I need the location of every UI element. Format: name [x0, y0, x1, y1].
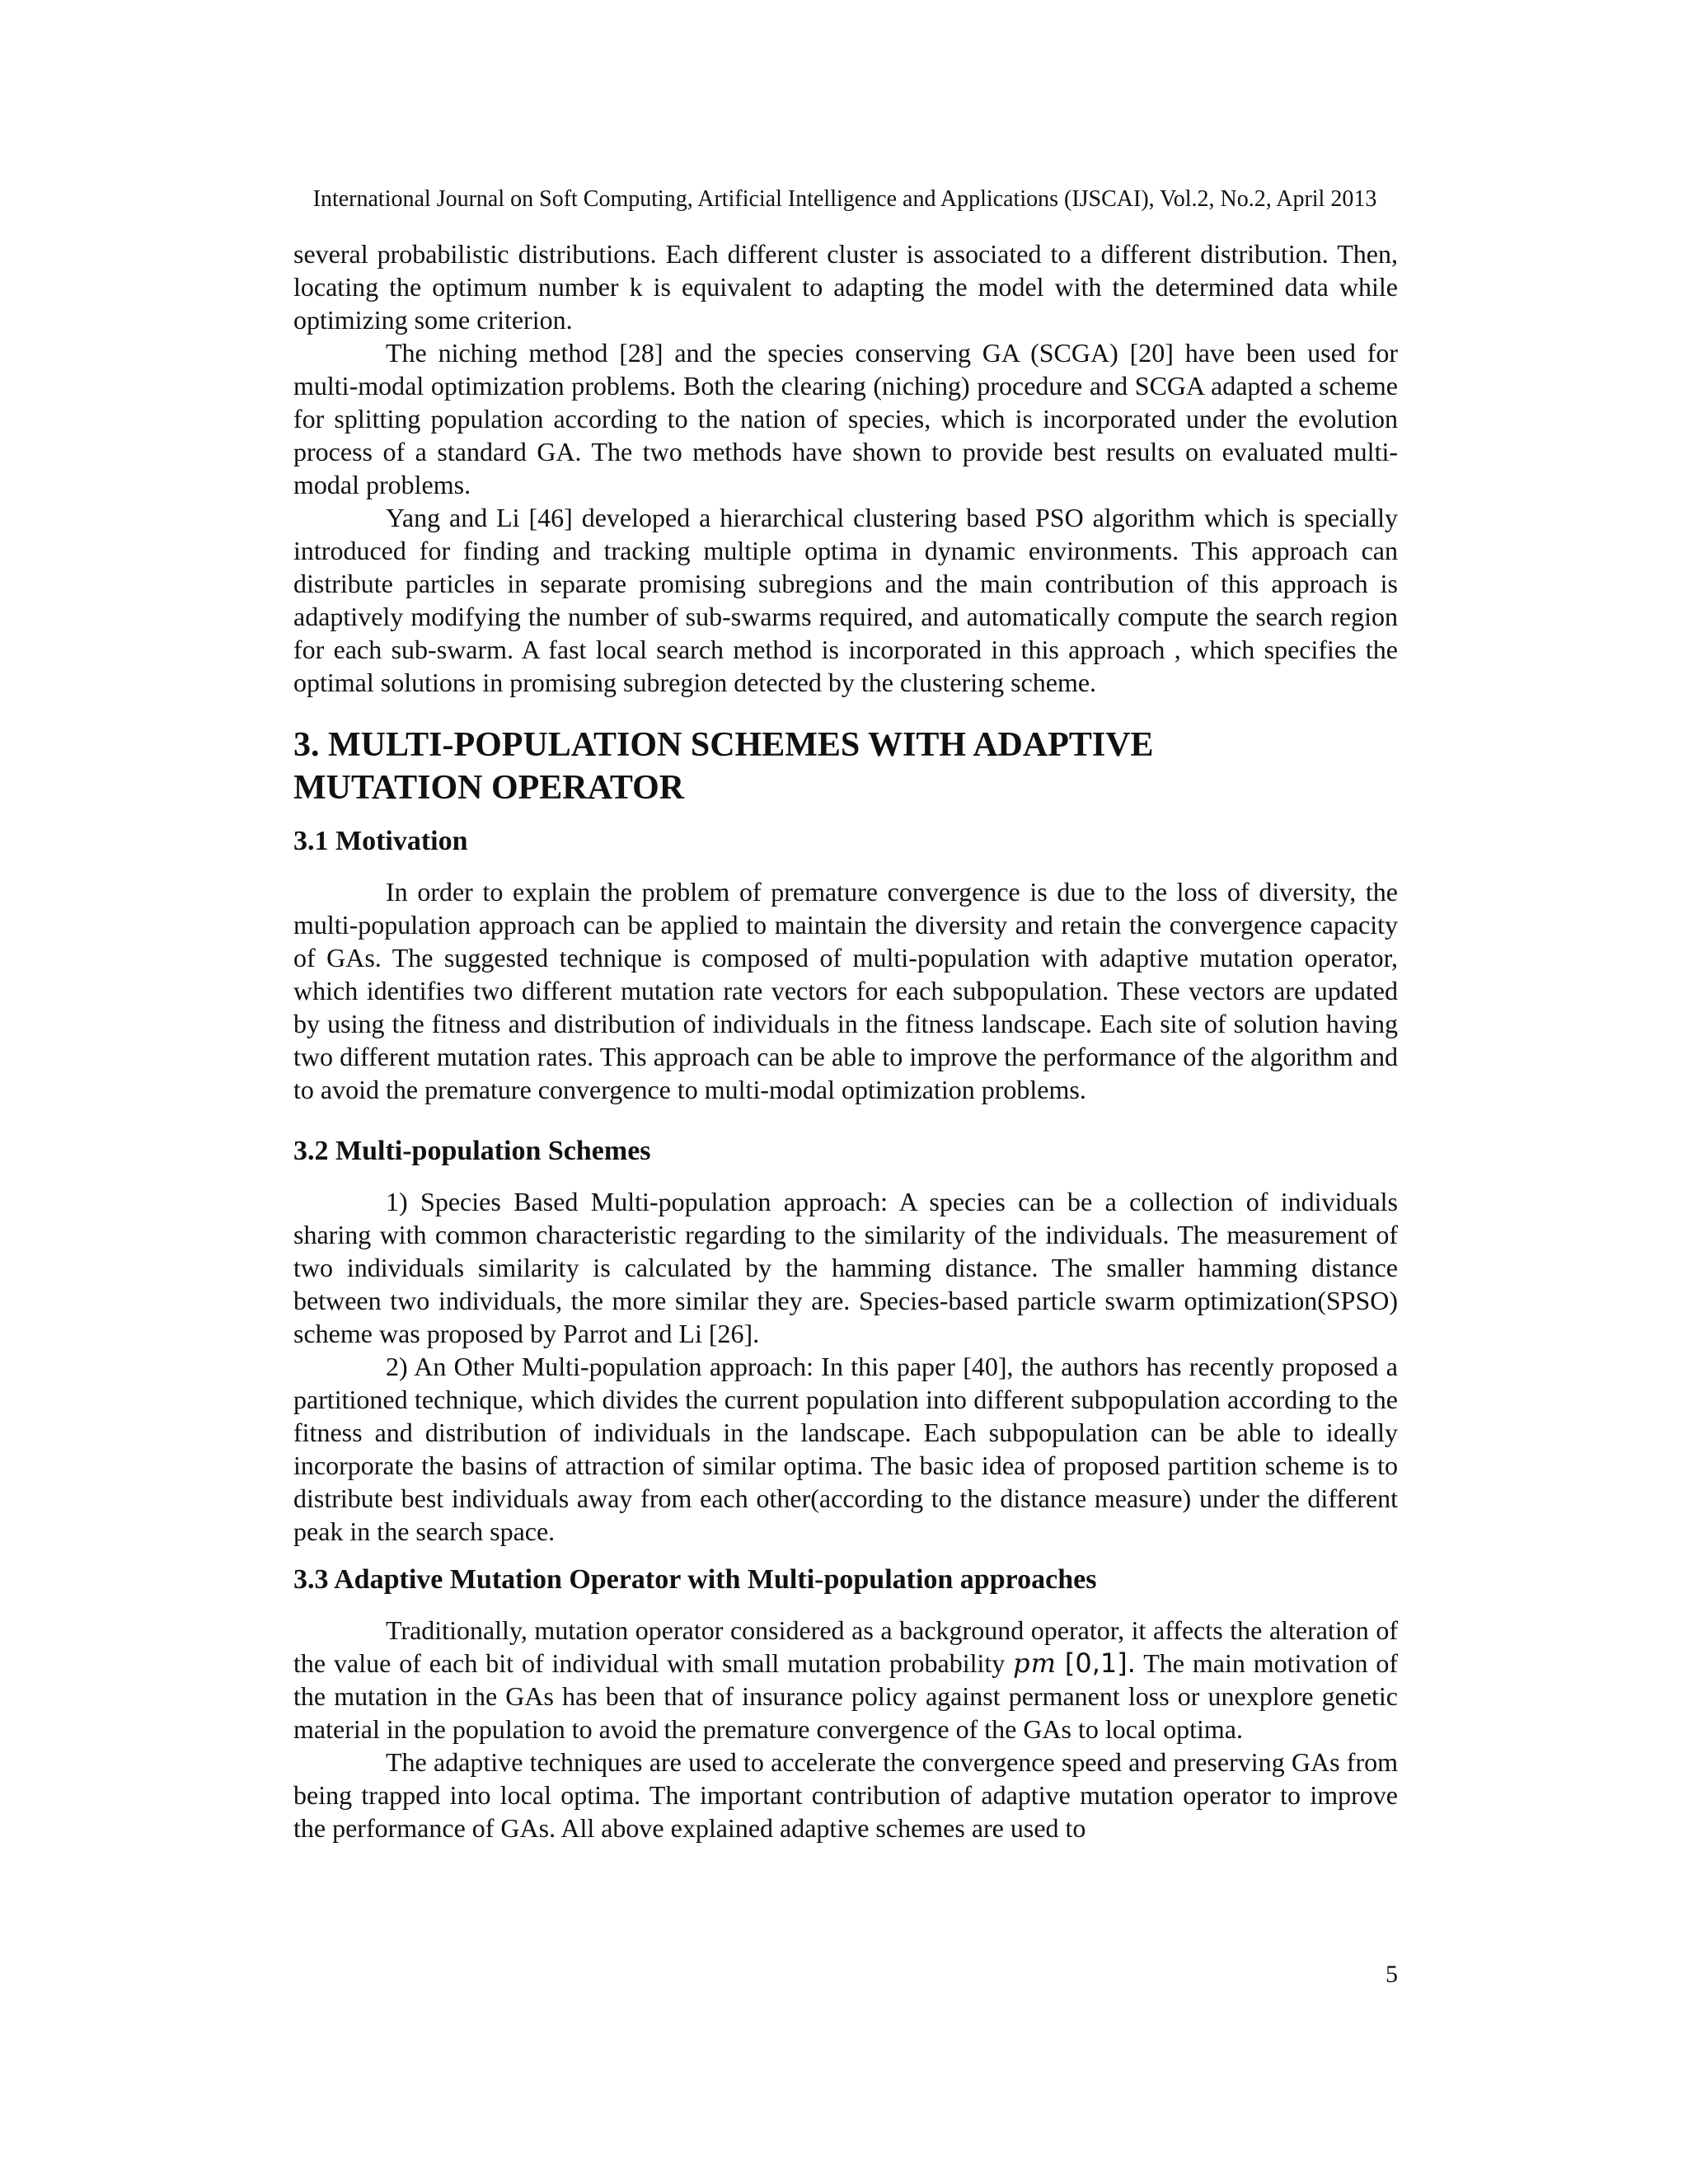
section-3-2-heading: 3.2 Multi-population Schemes [293, 1136, 651, 1166]
paragraph-traditional-mutation-end: The main motivation of the mutation in the GAs has been that of insurance policy against permanent loss or unexplore genetic material in the population to avoid the premature convergence of the GAs to local optima. [293, 1648, 1399, 1744]
running-header: International Journal on Soft Computing, Artificial Intelligence and Applications (IJSCAI), Vol.2, No.2, April 2013 [312, 186, 1377, 212]
section-3-heading-line2: MUTATION OPERATOR [293, 769, 685, 807]
paragraph-niching: The niching method [28] and the species conserving GA (SCGA) [20] have been used for multi-modal optimization problems. Both the clearing (niching) procedure and SCGA adapted a scheme for splitting population according to the nation of species, which is incorporated under the evolution process of a standard GA. The two methods have shown to provide best results on evaluated multi-modal problems. [293, 338, 1398, 499]
section-3-heading [293, 724, 1398, 809]
math-pm: pm [1013, 1647, 1057, 1679]
paragraph-motivation: In order to explain the problem of premature convergence is due to the loss of diversity, the multi-population approach can be applied to maintain the diversity and retain the convergence capacity of GAs. The suggested technique is composed of multi-population with adaptive mutation operator, which identifies two different mutation rate vectors for each subpopulation. These vectors are updated by using the fitness and distribution of individuals in the fitness landscape. Each site of solution having two different mutation rates. This approach can be able to improve the performance of the algorithm and to avoid the premature convergence to multi-modal optimization problems. [293, 877, 1398, 1104]
body-text [293, 237, 1398, 1844]
paragraph-species-based: 1) Species Based Multi-population approach: A species can be a collection of individuals sharing with common characteristic regarding to the similarity of the individuals. The measurement of two individuals similarity is calculated by the hamming distance. The smaller hamming distance between two individuals, the more similar they are. Species-based particle swarm optimization(SPSO) scheme was proposed by Parrot and Li [26]. [293, 1187, 1398, 1348]
math-interval: [0,1]. [1064, 1647, 1136, 1679]
section-3-heading-line1: 3. MULTI-POPULATION SCHEMES WITH ADAPTIVE [293, 726, 1154, 764]
paragraph-continued: several probabilistic distributions. Each different cluster is associated to a different distribution. Then, locating the optimum number k is equivalent to adapting the model with the determined data while optimizing some criterion. [293, 239, 1398, 335]
section-3-1-heading: 3.1 Motivation [293, 826, 468, 856]
section-3-3-heading: 3.3 Adaptive Mutation Operator with Multi-population approaches [293, 1564, 1097, 1595]
paragraph-traditional-mutation [293, 1614, 1398, 1746]
paragraph-other-multipopulation: 2) An Other Multi-population approach: In this paper [40], the authors has recently proposed a partitioned technique, which divides the current population into different subpopulation according to the fitness and distribution of individuals in the landscape. Each subpopulation can be able to ideally incorporate the basins of attraction of similar optima. The basic idea of proposed partition scheme is to distribute best individuals away from each other(according to the distance measure) under the different peak in the search space. [293, 1352, 1398, 1546]
paragraph-adaptive-techniques: The adaptive techniques are used to accelerate the convergence speed and preserving GAs from being trapped into local optima. The important contribution of adaptive mutation operator to improve the performance of GAs. All above explained adaptive schemes are used to [293, 1747, 1398, 1843]
paragraph-yang-li: Yang and Li [46] developed a hierarchical clustering based PSO algorithm which is specially introduced for finding and tracking multiple optima in dynamic environments. This approach can distribute particles in separate promising subregions and the main contribution of this approach is adaptively modifying the number of sub-swarms required, and automatically compute the search region for each sub-swarm. A fast local search method is incorporated in this approach , which specifies the optimal solutions in promising subregion detected by the clustering scheme. [293, 503, 1398, 697]
paragraph-traditional-mutation-start: Traditionally, mutation operator considered as a background operator, it affects the alteration of the value of each bit of individual with small mutation probability [293, 1615, 1398, 1678]
page-number: 5 [1386, 1961, 1398, 1988]
